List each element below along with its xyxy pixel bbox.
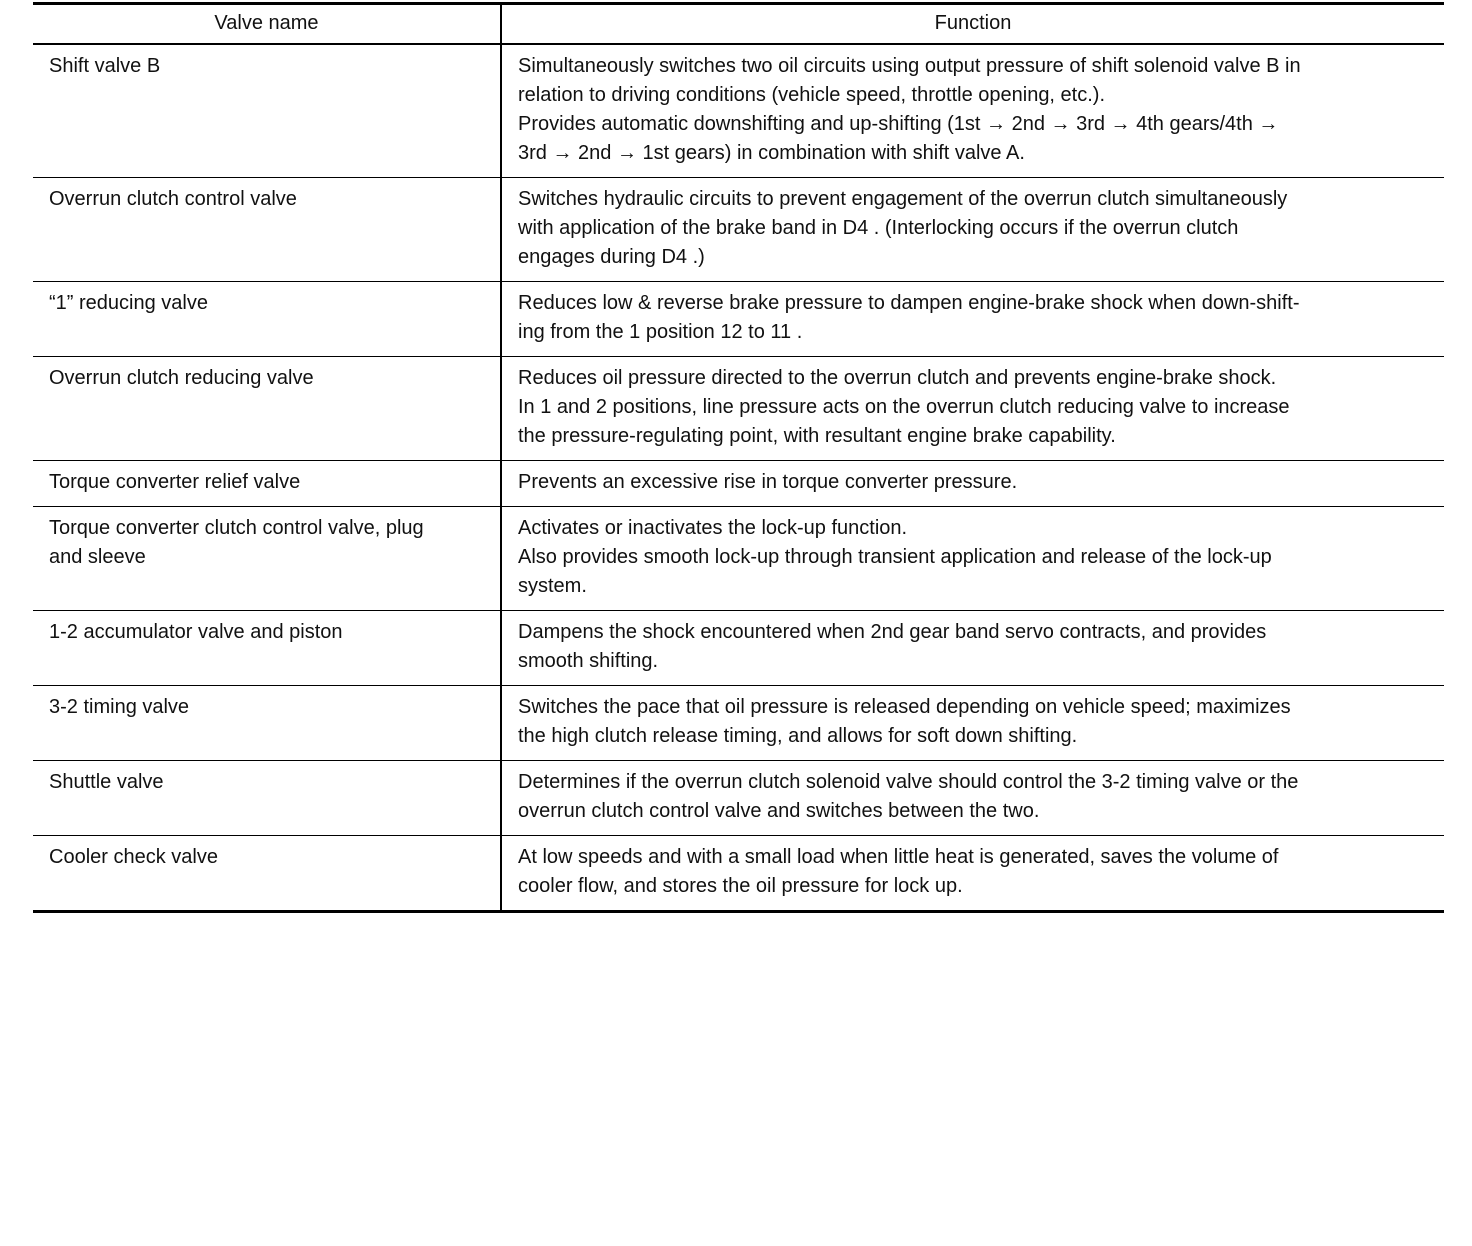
valve-name-line: 1-2 accumulator valve and piston xyxy=(49,621,343,643)
function-line: Reduces low & reverse brake pressure to dampen engine-brake shock when down-shift- xyxy=(518,292,1300,314)
valve-name-line: Shift valve B xyxy=(49,55,161,77)
table-row xyxy=(33,685,1444,760)
function-line: overrun clutch control valve and switches between the two. xyxy=(518,800,1040,822)
function-line: Determines if the overrun clutch solenoid valve should control the 3-2 timing valve or the xyxy=(518,771,1299,793)
function-cell xyxy=(502,686,1444,760)
function-line: cooler flow, and stores the oil pressure for lock up. xyxy=(518,875,963,897)
function-line: relation to driving conditions (vehicle speed, throttle opening, etc.). xyxy=(518,84,1106,106)
valve-name-cell xyxy=(33,357,502,460)
function-line: Activates or inactivates the lock-up function. xyxy=(518,517,908,539)
table-row xyxy=(33,356,1444,460)
function-cell xyxy=(502,461,1444,506)
function-cell xyxy=(502,45,1444,177)
valve-function-table xyxy=(33,2,1444,913)
valve-name-cell xyxy=(33,611,502,685)
valve-name-cell xyxy=(33,461,502,506)
valve-name-line: “1” reducing valve xyxy=(49,292,208,314)
function-cell xyxy=(502,507,1444,610)
valve-name-cell xyxy=(33,761,502,835)
function-cell xyxy=(502,282,1444,356)
valve-name-line: Cooler check valve xyxy=(49,846,218,868)
function-line: with application of the brake band in D4 . (Interlocking occurs if the overrun clutch xyxy=(518,217,1239,239)
valve-name-cell xyxy=(33,836,502,910)
valve-name-line: Torque converter relief valve xyxy=(49,471,301,493)
function-line: In 1 and 2 positions, line pressure acts on the overrun clutch reducing valve to increase xyxy=(518,396,1290,418)
table-row xyxy=(33,45,1444,177)
table-row xyxy=(33,610,1444,685)
function-cell xyxy=(502,836,1444,910)
table-row xyxy=(33,281,1444,356)
valve-name-cell xyxy=(33,507,502,610)
valve-name-cell xyxy=(33,282,502,356)
function-line: Switches the pace that oil pressure is released depending on vehicle speed; maximizes xyxy=(518,696,1291,718)
function-line: At low speeds and with a small load when little heat is generated, saves the volume of xyxy=(518,846,1279,868)
function-line: Switches hydraulic circuits to prevent engagement of the overrun clutch simultaneously xyxy=(518,188,1288,210)
header-function: Function xyxy=(934,12,1012,34)
table-row xyxy=(33,835,1444,910)
function-line: system. xyxy=(518,575,587,597)
table-row xyxy=(33,177,1444,281)
function-line: Dampens the shock encountered when 2nd gear band servo contracts, and provides xyxy=(518,621,1267,643)
valve-name-cell xyxy=(33,178,502,281)
function-line: Simultaneously switches two oil circuits using output pressure of shift solenoid valve B in xyxy=(518,55,1301,77)
function-cell xyxy=(502,357,1444,460)
valve-name-line: Shuttle valve xyxy=(49,771,164,793)
function-cell xyxy=(502,611,1444,685)
valve-name-line: Torque converter clutch control valve, plug xyxy=(49,517,424,539)
function-line: Also provides smooth lock-up through transient application and release of the lock-up xyxy=(518,546,1272,568)
table-header-row xyxy=(33,5,1444,45)
valve-name-cell xyxy=(33,686,502,760)
valve-name-line: Overrun clutch control valve xyxy=(49,188,297,210)
function-cell xyxy=(502,761,1444,835)
function-line: 3rd → 2nd → 1st gears) in combination with shift valve A. xyxy=(518,142,1025,164)
function-line: the high clutch release timing, and allows for soft down shifting. xyxy=(518,725,1078,747)
valve-name-cell xyxy=(33,45,502,177)
function-line: the pressure-regulating point, with resultant engine brake capability. xyxy=(518,425,1116,447)
valve-name-line: Overrun clutch reducing valve xyxy=(49,367,314,389)
table-row xyxy=(33,460,1444,506)
valve-name-line: 3-2 timing valve xyxy=(49,696,190,718)
table-body xyxy=(33,45,1444,910)
function-line: Prevents an excessive rise in torque converter pressure. xyxy=(518,471,1018,493)
table-row xyxy=(33,506,1444,610)
function-line: engages during D4 .) xyxy=(518,246,705,268)
header-valve-name: Valve name xyxy=(33,5,502,43)
function-line: Provides automatic downshifting and up-shifting (1st → 2nd → 3rd → 4th gears/4th → xyxy=(518,113,1279,135)
function-line: ing from the 1 position 12 to 11 . xyxy=(518,321,803,343)
valve-name-line: and sleeve xyxy=(49,546,146,568)
function-cell xyxy=(502,178,1444,281)
function-line: Reduces oil pressure directed to the overrun clutch and prevents engine-brake shock. xyxy=(518,367,1277,389)
function-line: smooth shifting. xyxy=(518,650,659,672)
table-row xyxy=(33,760,1444,835)
